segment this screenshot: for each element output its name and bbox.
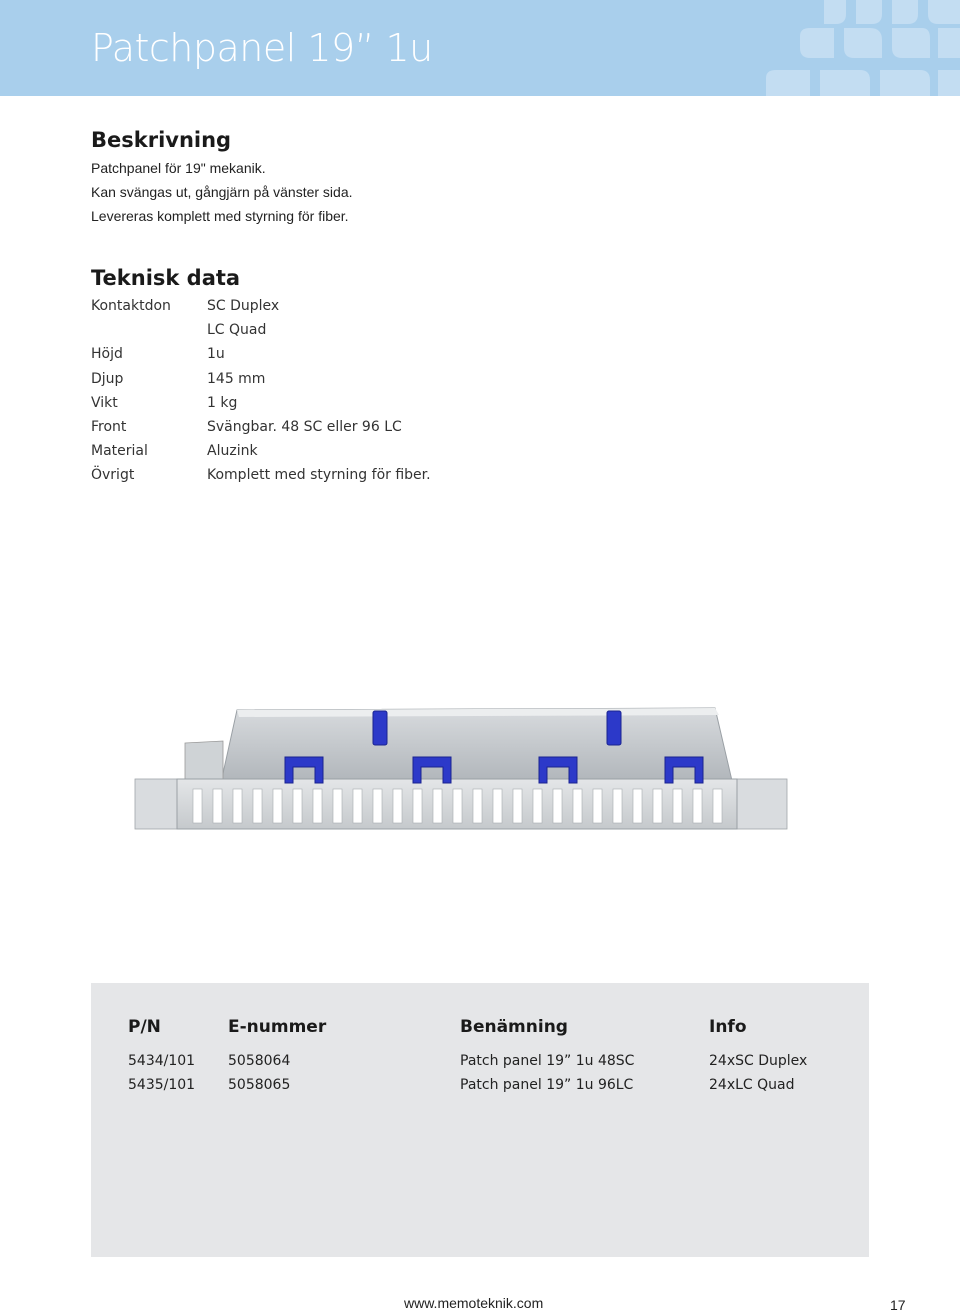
spec-value: 1 kg [207,394,238,411]
table-cell: 24xLC Quad [709,1077,795,1093]
spec-value: LC Quad [207,322,267,339]
table-cell: 5058065 [228,1077,291,1093]
spec-label: Djup [91,370,124,387]
patch-panel-image [125,675,833,850]
table-cell: 5058064 [228,1053,291,1069]
spec-row [91,342,607,366]
spec-value: Aluzink [207,443,258,460]
spec-label: Höjd [91,346,123,363]
spec-label: Vikt [91,394,118,411]
spec-row [91,439,607,463]
page-number: 17 [890,1297,906,1313]
product-table [91,983,869,1257]
footer-url[interactable]: www.memoteknik.com [404,1295,544,1311]
spec-value: SC Duplex [207,298,280,314]
spec-label: Front [91,418,127,435]
spec-table [91,294,607,488]
table-cell: 24xSC Duplex [709,1053,808,1069]
spec-value: Komplett med styrning för fiber. [207,467,431,484]
tech-heading: Teknisk data [91,266,241,290]
spec-label [91,318,207,342]
page-title: Patchpanel 19” 1u [91,26,433,70]
description-text [91,156,353,228]
description-heading: Beskrivning [91,128,232,152]
column-header-info: Info [709,1017,747,1037]
table-cell: Patch panel 19” 1u 96LC [460,1077,634,1093]
decorative-pattern [720,0,960,96]
spec-value: 1u [207,346,225,363]
spec-row [91,463,607,487]
spec-row [91,294,607,318]
table-cell: 5435/101 [128,1077,196,1093]
spec-row [91,391,607,415]
column-header-pn: P/N [128,1017,161,1037]
spec-row [91,367,607,391]
page-header [0,0,960,96]
spec-label: Övrigt [91,467,135,484]
table-cell: 5434/101 [128,1053,196,1069]
spec-label: Kontaktdon [91,298,171,314]
table-cell: Patch panel 19” 1u 48SC [460,1053,635,1069]
spec-label: Material [91,443,148,460]
column-header-benamning: Benämning [460,1017,568,1037]
column-header-enummer: E-nummer [228,1017,327,1037]
description-line: Patchpanel för 19" mekanik. [91,160,266,176]
description-line: Kan svängas ut, gångjärn på vänster sida. [91,184,353,200]
description-line: Levereras komplett med styrning för fiber. [91,208,349,224]
spec-row [91,318,607,342]
spec-value: 145 mm [207,370,266,387]
spec-value: Svängbar. 48 SC eller 96 LC [207,418,402,435]
spec-row [91,415,607,439]
